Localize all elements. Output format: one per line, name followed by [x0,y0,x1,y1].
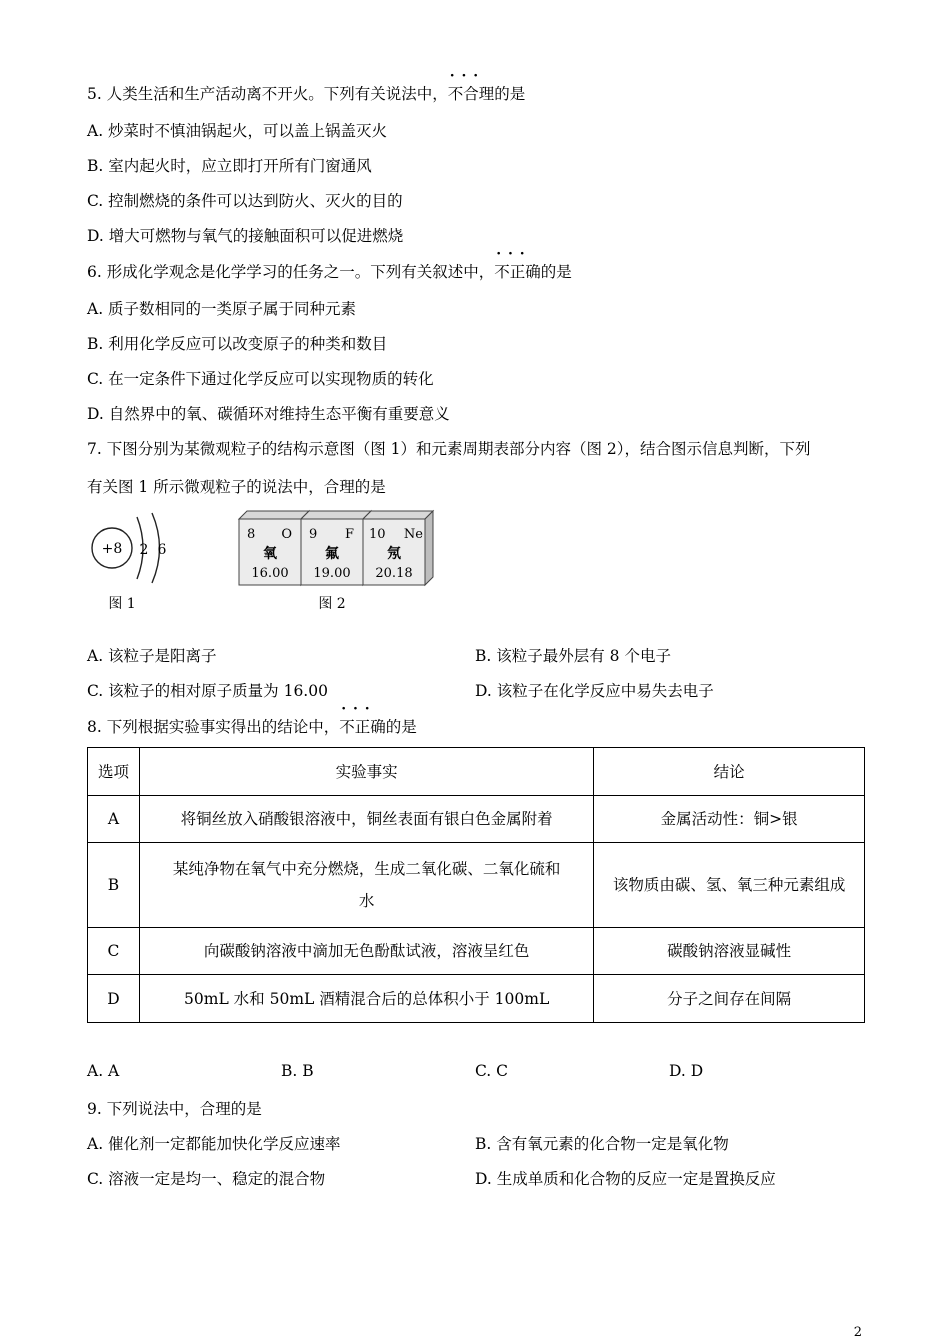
q5-option-a: A. 炒菜时不慎油锅起火，可以盖上锅盖灭火 [87,122,388,140]
row-d-option: D [88,975,140,1023]
q9-option-c: C. 溶液一定是均一、稳定的混合物 [87,1170,326,1188]
neon-symbol: Ne [403,527,423,542]
periodic-cell-fluorine [301,511,371,585]
nucleus-charge: +8 [101,541,123,557]
oxygen-name: 氧 [263,546,277,562]
q5-option-c: C. 控制燃烧的条件可以达到防火、灭火的目的 [87,192,403,210]
figure-1-caption: 图 1 [108,596,136,612]
row-b-conclusion: 该物质由碳、氢、氧三种元素组成 [594,843,865,928]
q8-option-c: C. C [475,1062,509,1080]
q7-stem-line1: 7. 下图分别为某微观粒子的结构示意图（图 1）和元素周期表部分内容（图 2），结合图示信息判断，下列 [87,440,811,458]
row-b-option: B [88,843,140,928]
neon-mass: 20.18 [375,566,413,581]
neon-number: 10 [369,527,386,542]
q8-option-b: B. B [281,1062,314,1080]
q6-stem: 6. 形成化学观念是化学学习的任务之一。下列有关叙述中，· · · 不正确的是 [87,260,572,282]
q8-option-a: A. A [87,1062,120,1080]
q8-emphasis: · · · 不正确 [339,715,386,737]
table-row [88,928,865,975]
header-conclusion: 结论 [594,748,865,796]
fluorine-mass: 19.00 [313,566,351,581]
q9-option-b: B. 含有氧元素的化合物一定是氧化物 [475,1135,729,1153]
q6-emphasis: · · · 不正确 [494,260,541,282]
table-row [88,796,865,843]
fluorine-number: 9 [309,527,318,542]
row-a-option: A [88,796,140,843]
q7-figures [87,505,447,619]
page-number: 2 [853,1325,862,1340]
q8-option-d: D. D [669,1062,704,1080]
periodic-cell-oxygen [239,511,309,585]
experiment-table [87,747,865,1023]
figure-2-caption: 图 2 [318,596,346,612]
row-d-conclusion: 分子之间存在间隔 [594,975,865,1023]
q5-option-d: D. 增大可燃物与氧气的接触面积可以促进燃烧 [87,227,404,245]
table-header-row [88,748,865,796]
row-a-conclusion: 金属活动性：铜>银 [594,796,865,843]
oxygen-symbol: O [281,527,292,542]
neon-name: 氖 [387,546,401,562]
shell-1-electrons: 2 [139,542,149,558]
header-fact: 实验事实 [139,748,593,796]
q5-emphasis: · · · 不合理 [448,82,495,104]
row-b-fact [139,843,593,928]
periodic-cell-neon [363,511,433,585]
q9-option-a: A. 催化剂一定都能加快化学反应速率 [87,1135,341,1153]
q9-stem: 9. 下列说法中，合理的是 [87,1100,262,1118]
shell-2-electrons: 6 [157,542,167,558]
q7-stem-line2: 有关图 1 所示微观粒子的说法中，合理的是 [87,478,386,496]
q6-option-d: D. 自然界中的氧、碳循环对维持生态平衡有重要意义 [87,405,450,423]
q7-option-a: A. 该粒子是阳离子 [87,647,217,665]
oxygen-mass: 16.00 [251,566,289,581]
row-c-fact: 向碳酸钠溶液中滴加无色酚酞试液，溶液呈红色 [139,928,593,975]
table-row [88,975,865,1023]
oxygen-number: 8 [247,527,256,542]
fluorine-symbol: F [344,527,354,542]
q7-option-c: C. 该粒子的相对原子质量为 16.00 [87,682,328,700]
header-option: 选项 [88,748,140,796]
q6-option-c: C. 在一定条件下通过化学反应可以实现物质的转化 [87,370,434,388]
table-row [88,843,865,928]
q7-option-d: D. 该粒子在化学反应中易失去电子 [475,682,714,700]
row-c-option: C [88,928,140,975]
fluorine-name: 氟 [325,546,339,562]
q9-option-d: D. 生成单质和化合物的反应一定是置换反应 [475,1170,776,1188]
q7-option-b: B. 该粒子最外层有 8 个电子 [475,647,671,665]
row-c-conclusion: 碳酸钠溶液显碱性 [594,928,865,975]
row-a-fact: 将铜丝放入硝酸银溶液中，铜丝表面有银白色金属附着 [139,796,593,843]
row-b-fact-line1: 某纯净物在氧气中充分燃烧，生成二氧化碳、二氧化硫和 [172,860,561,878]
q5-option-b: B. 室内起火时，应立即打开所有门窗通风 [87,157,372,175]
row-b-fact-line2: 水 [358,892,375,910]
periodic-table-cells [239,511,433,612]
atom-structure-diagram [92,513,167,612]
q8-stem: 8. 下列根据实验事实得出的结论中，· · · 不正确的是 [87,715,417,737]
q6-option-a: A. 质子数相同的一类原子属于同种元素 [87,300,357,318]
row-d-fact: 50mL 水和 50mL 酒精混合后的总体积小于 100mL [139,975,593,1023]
q6-option-b: B. 利用化学反应可以改变原子的种类和数目 [87,335,388,353]
q7-figure-svg [87,505,447,615]
q5-stem: 5. 人类生活和生产活动离不开火。下列有关说法中，· · · 不合理的是 [87,82,525,104]
